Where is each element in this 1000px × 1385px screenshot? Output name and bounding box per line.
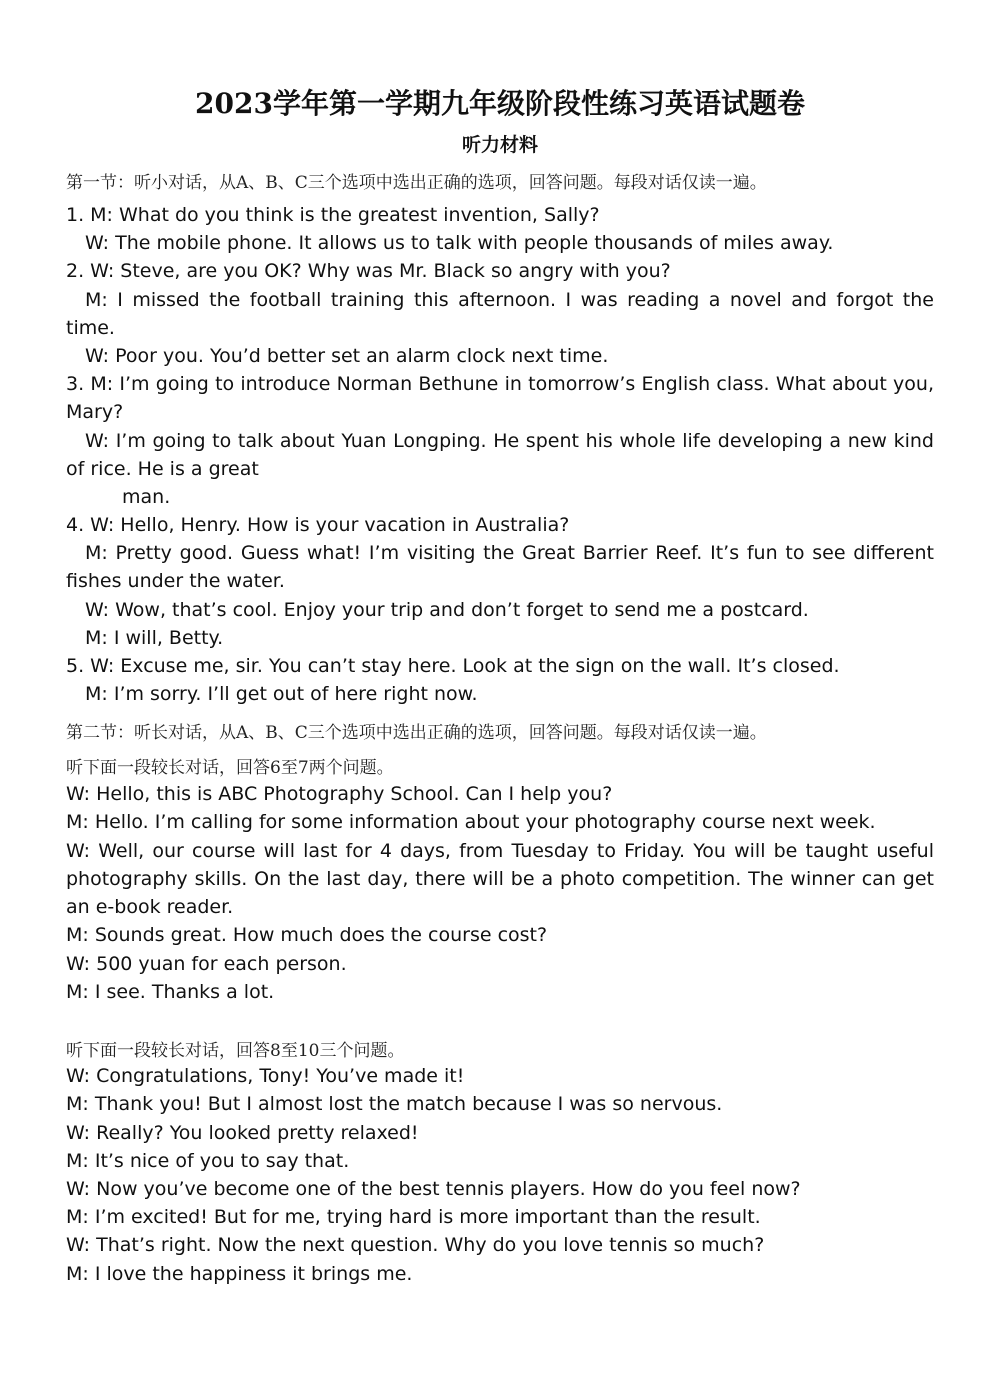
dialogue-line: M: It’s nice of you to say that. [66, 1150, 350, 1172]
dialogue-line: W: Wow, that’s cool. Enjoy your trip and don’t forget to send me a postcard. [85, 599, 809, 621]
dialogue-line: W: 500 yuan for each person. [66, 953, 347, 975]
dialogue-line: M: Pretty good. Guess what! I’m visiting the Great Barrier Reef. It’s fun to see different [85, 542, 934, 564]
dialogue-line: 2. W: Steve, are you OK? Why was Mr. Black so angry with you? [66, 260, 671, 282]
dialogue-line: M: I missed the football training this afternoon. I was reading a novel and forgot the [85, 289, 934, 311]
section1-instruction: 第一节：听小对话，从A、B、C三个选项中选出正确的选项，回答问题。每段对话仅读一遍。 [66, 173, 767, 193]
dialogue-line: M: Thank you! But I almost lost the match because I was so nervous. [66, 1093, 723, 1115]
dialogue-line: M: I love the happiness it brings me. [66, 1263, 413, 1285]
dialogue-line: 1. M: What do you think is the greatest invention, Sally? [66, 204, 600, 226]
dialogue-line: of rice. He is a great [66, 458, 259, 480]
dialogue-line: M: I’m excited! But for me, trying hard is more important than the result. [66, 1206, 761, 1228]
dialogue-line: W: I’m going to talk about Yuan Longping. He spent his whole life developing a new kind [85, 430, 934, 452]
dialogue-line: an e-book reader. [66, 896, 234, 918]
dialogue-line: 4. W: Hello, Henry. How is your vacation in Australia? [66, 514, 570, 536]
dialogue-line: 5. W: Excuse me, sir. You can’t stay here. Look at the sign on the wall. It’s closed. [66, 655, 840, 677]
dialogue-line: W: Poor you. You’d better set an alarm clock next time. [85, 345, 609, 367]
dialogue-line: W: Well, our course will last for 4 days, from Tuesday to Friday. You will be taught useful [66, 840, 934, 862]
dialogue-line: M: I’m sorry. I’ll get out of here right now. [85, 683, 478, 705]
dialogue-line: M: I see. Thanks a lot. [66, 981, 275, 1003]
dialogue-line: W: Really? You looked pretty relaxed! [66, 1122, 419, 1144]
page-subtitle: 听力材料 [461, 134, 538, 156]
dialogue-line: W: Congratulations, Tony! You’ve made it! [66, 1065, 465, 1087]
dialogue-line: M: I will, Betty. [85, 627, 224, 649]
dialogue-line: 3. M: I’m going to introduce Norman Bethune in tomorrow’s English class. What about you, [66, 373, 934, 395]
dialogue-line: W: Hello, this is ABC Photography School. Can I help you? [66, 783, 613, 805]
dialogue-line: Mary? [66, 401, 124, 423]
dialogue-line: W: Now you’ve become one of the best tennis players. How do you feel now? [66, 1178, 801, 1200]
section2-instruction: 第二节：听长对话，从A、B、C三个选项中选出正确的选项，回答问题。每段对话仅读一遍。 [66, 723, 767, 743]
dialogue2-intro: 听下面一段较长对话，回答8至10三个问题。 [66, 1041, 405, 1061]
dialogue-line: photography skills. On the last day, there will be a photo competition. The winner can get [66, 868, 934, 890]
dialogue-line: fishes under the water. [66, 570, 285, 592]
dialogue-line: W: The mobile phone. It allows us to talk with people thousands of miles away. [85, 232, 834, 254]
dialogue1-intro: 听下面一段较长对话，回答6至7两个问题。 [66, 758, 394, 778]
dialogue-line: M: Sounds great. How much does the course cost? [66, 924, 548, 946]
dialogue-line: M: Hello. I’m calling for some information about your photography course next week. [66, 811, 876, 833]
dialogue-line: W: That’s right. Now the next question. Why do you love tennis so much? [66, 1234, 765, 1256]
dialogue-line: time. [66, 317, 115, 339]
page-title: 2023学年第一学期九年级阶段性练习英语试题卷 [195, 87, 805, 120]
dialogue-line: man. [122, 486, 171, 508]
